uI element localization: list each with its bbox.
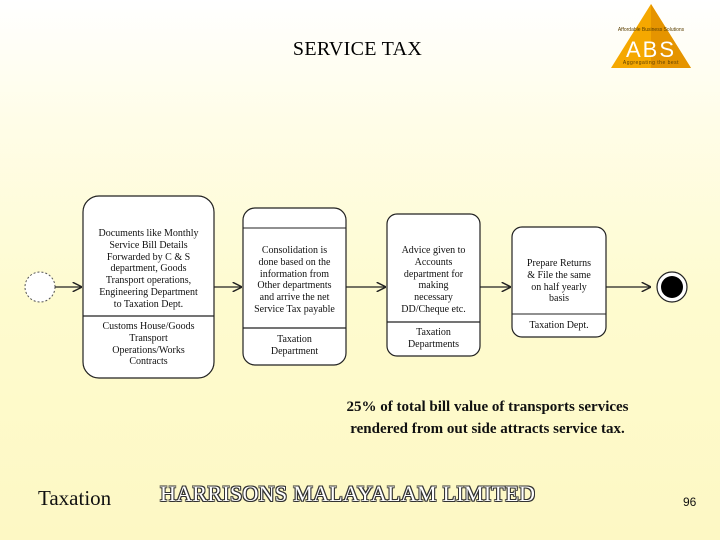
text-line: Prepare Returns (526, 258, 592, 269)
end-node-fill (661, 276, 683, 298)
text-line: basis (549, 293, 569, 305)
text-line: Other departments (257, 280, 332, 292)
logo-tagline: Affordable Business Solutions (617, 27, 685, 33)
slide-title: SERVICE TAX (292, 38, 423, 60)
text-line: department for (403, 268, 464, 280)
text-line: Customs House/Goods (102, 321, 195, 332)
text-line: Documents like Monthly (98, 228, 199, 239)
text-line: Transport (129, 332, 168, 344)
text-line: Taxation (277, 334, 312, 345)
text-line: Service Tax payable (254, 303, 335, 315)
text-line: Taxation Dept. (529, 320, 589, 331)
page-number: 96 (683, 495, 697, 509)
step4-top-text (514, 258, 604, 305)
text-line: Advice given to (401, 245, 466, 256)
text-line: Consolidation is (261, 245, 328, 256)
step3-top-text (389, 245, 478, 316)
text-line: Department (270, 345, 319, 357)
text-line: Service Bill Details (109, 239, 188, 251)
step1-bottom-text (85, 321, 212, 368)
note-line: rendered from out side attracts service tax. (350, 421, 625, 437)
text-line: necessary (414, 292, 453, 304)
text-line: to Taxation Dept. (113, 298, 184, 310)
text-line: information from (259, 268, 330, 280)
note-line: 25% of total bill value of transports services (346, 399, 629, 415)
text-line: department, Goods (110, 263, 187, 275)
step4-bottom-text (514, 320, 604, 332)
step2-top-text (245, 245, 344, 316)
text-line: done based on the (258, 256, 331, 268)
text-line: Contracts (129, 356, 168, 368)
start-node (25, 272, 55, 302)
text-line: & File the same (527, 269, 591, 281)
text-line: on half yearly (531, 281, 587, 293)
text-line: making (418, 280, 449, 292)
text-line: Accounts (414, 256, 453, 268)
step2-bottom-text (245, 334, 344, 358)
logo-subline: Aggregating the best (622, 60, 680, 66)
text-line: DD/Cheque etc. (401, 303, 466, 315)
step1-top-text (85, 228, 212, 311)
text-line: Operations/Works (112, 344, 185, 356)
text-line: Departments (407, 338, 460, 350)
service-tax-note (300, 396, 675, 440)
text-line: Transport operations, (105, 275, 192, 287)
footer-company-name: HARRISONS MALAYALAM LIMITED (160, 481, 536, 506)
text-line: and arrive the net (259, 292, 330, 304)
text-line: Taxation (416, 327, 451, 338)
step3-bottom-text (389, 327, 478, 351)
text-line: Engineering Department (99, 286, 198, 298)
logo-text: ABS (625, 37, 677, 62)
footer-section-label: Taxation (38, 486, 112, 510)
text-line: Forwarded by C & S (106, 251, 191, 263)
